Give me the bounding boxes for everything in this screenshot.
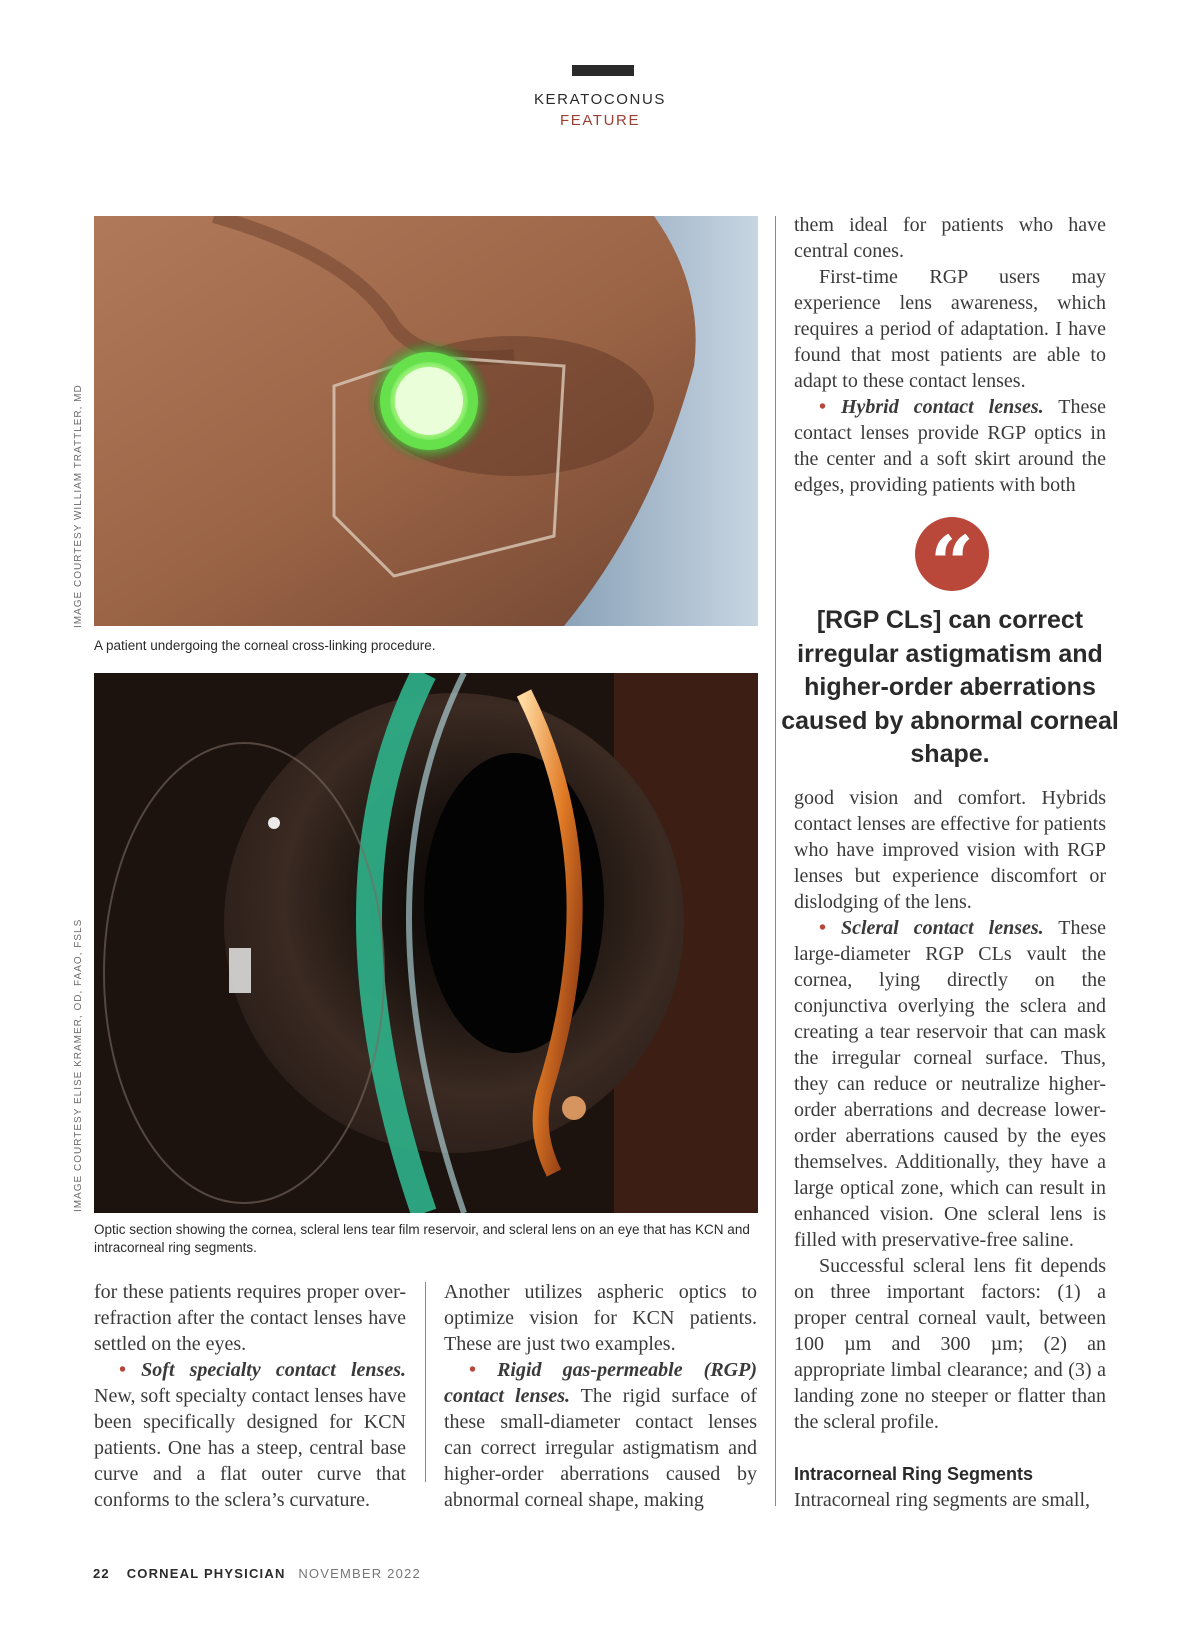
bullet: • [819,917,827,939]
paragraph-text: These contact lenses provide RGP optics in the center and a soft skirt around the edges, providing patients with both [794,396,1106,496]
bullet: • [819,396,827,418]
paragraph: Successful scleral lens fit depends on three important factors: (1) a proper central corneal vault, between 100 µm and 300 µm; (2) an appropriate limbal clearance; and (3) a landing zone no steeper or flatter than the scleral profile. [794,1255,1106,1433]
column-2 [444,1279,757,1513]
lead-in: Soft specialty contact lenses. [141,1359,406,1381]
paragraph: for these patients requires proper over-refraction after the contact lenses have settled on the eyes. [94,1281,406,1355]
paragraph: them ideal for patients who have central cones. [794,214,1106,262]
paragraph [444,1357,757,1513]
photo-caption-2: Optic section showing the cornea, scleral lens tear film reservoir, and scleral lens on an eye that has KCN and intracorneal ring segments. [94,1222,750,1255]
paragraph-text: New, soft specialty contact lenses have been specifically designed for KCN patients. One has a steep, central base curve and a flat outer curve that conforms to the sclera’s curvature. [94,1385,406,1511]
feature-label: FEATURE [559,112,641,129]
scleral-lens-photo [94,673,758,1213]
magazine-name: CORNEAL PHYSICIAN [126,1566,286,1581]
bullet: • [119,1359,127,1381]
column-3-top [794,212,1106,498]
paragraph [794,915,1106,1253]
column-3-bottom [794,785,1106,1513]
issue-date: NOVEMBER 2022 [298,1566,421,1581]
lead-in: Hybrid contact lenses. [840,396,1044,418]
photo-credit-2: IMAGE COURTESY ELISE KRAMER, OD, FAAO, FSLS [73,918,84,1212]
paragraph [794,394,1106,498]
column-1 [94,1279,406,1513]
section-label: KERATOCONUS [533,91,667,108]
paragraph: First-time RGP users may experience lens awareness, which requires a period of adaptation. I have found that most patients are able to adapt to these contact lenses. [794,266,1106,392]
paragraph: Another utilizes aspheric optics to optimize vision for KCN patients. These are just two examples. [444,1281,757,1355]
paragraph-text: These large-diameter RGP CLs vault the cornea, lying directly on the conjunctiva overlying the sclera and creating a tear reservoir that can mask the irregular corneal surface. Thus, they can reduce or neutralize higher-order aberrations and decrease lower-order aberrations caused by the eyes themselves. Additionally, they have a large optical zone, which can result in enhanced vision. One scleral lens is filled with preservative-free saline. [794,917,1106,1251]
column-rule [775,216,776,1506]
paragraph: Intracorneal ring segments are small, [794,1489,1090,1511]
pull-quote: [RGP CLs] can correct irregular astigmatism and higher-order aberrations caused by abnormal corneal shape. [781,606,1119,768]
paragraph-text: The rigid surface of these small-diameter contact lenses can correct irregular astigmatism and higher-order aberrations caused by abnormal corneal shape, making [444,1385,757,1511]
page-number: 22 [93,1566,110,1581]
bullet: • [469,1359,477,1381]
photo-caption-1: A patient undergoing the corneal cross-linking procedure. [94,638,436,653]
column-rule [425,1282,426,1482]
paragraph [94,1357,406,1513]
quote-icon: “ [915,517,989,591]
lead-in: Rigid gas-permeable (RGP) contact lenses. [444,1359,757,1407]
header-bar [572,65,634,76]
page-footer [93,1566,421,1581]
section-subhead: Intracorneal Ring Segments [794,1464,1034,1484]
lead-in: Scleral contact lenses. [840,917,1044,939]
cross-linking-photo [94,216,758,626]
photo-credit-1: IMAGE COURTESY WILLIAM TRATTLER, MD [73,384,84,628]
paragraph: good vision and comfort. Hybrids contact lenses are effective for patients who have improved vision with RGP lenses but experience discomfort or dislodging of the lens. [794,787,1106,913]
